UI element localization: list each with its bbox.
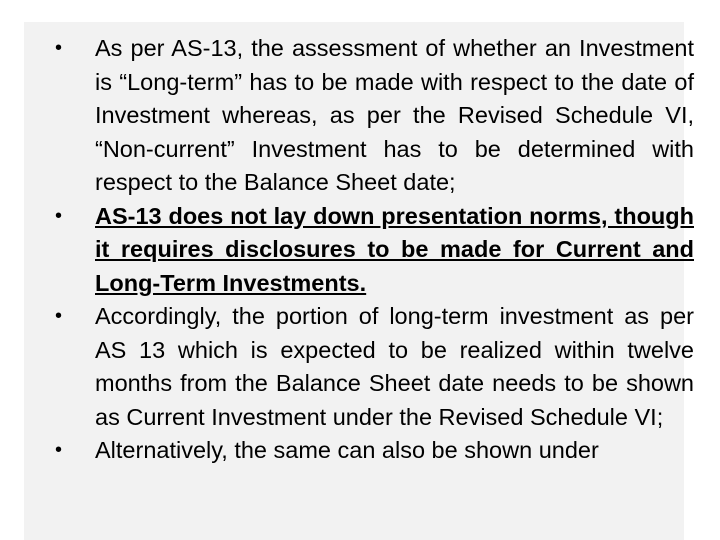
bullet-text: Alternatively, the same can also be shown under — [95, 437, 599, 463]
content-panel — [24, 22, 694, 540]
bullet-item-current-portion — [50, 300, 694, 434]
bullet-item-long-term-assessment — [50, 32, 694, 200]
bullet-icon: • — [55, 439, 63, 461]
bullet-text: Accordingly, the portion of long-term investment as per AS 13 which is expected to be realized within twelve months from the Balance Sheet date needs to be shown as Current Investment under the Revised Schedule VI; — [95, 303, 694, 430]
bullet-text: As per AS-13, the assessment of whether an Investment is “Long-term” has to be made with respect to the date of Investment whereas, as per the Revised Schedule VI, “Non-current” Investment has to be determined with respect to the Balance Sheet date; — [95, 35, 694, 195]
bullet-item-presentation-norms — [50, 200, 694, 301]
bullet-icon: • — [55, 37, 63, 59]
bullet-text-emphasis: AS-13 does not lay down presentation norms, though it requires disclosures to be made for Current and Long-Term Investments. — [95, 202, 694, 296]
bullet-list — [50, 32, 694, 468]
bullet-item-alternative — [50, 434, 694, 468]
bullet-icon: • — [55, 204, 63, 227]
bullet-icon: • — [55, 305, 63, 327]
